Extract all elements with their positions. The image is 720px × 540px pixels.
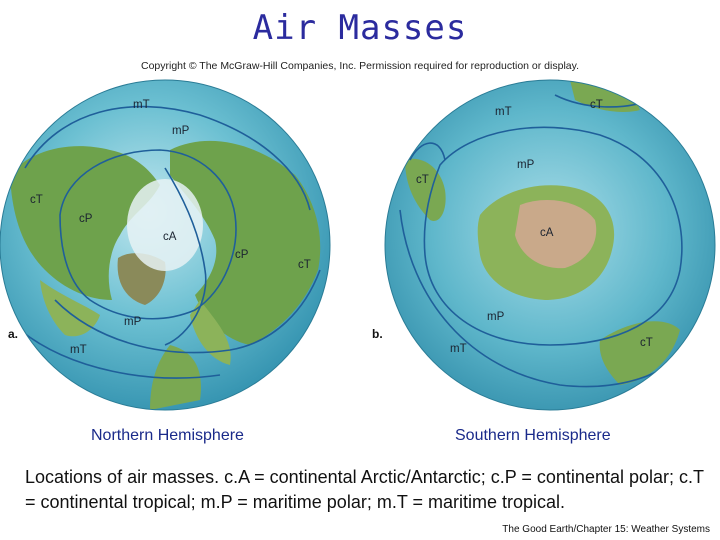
southern-hemisphere-globe — [385, 77, 715, 410]
footer-citation: The Good Earth/Chapter 15: Weather Systems — [502, 524, 710, 535]
label-mT: mT — [133, 99, 150, 111]
label-cT: cT — [640, 337, 653, 349]
label-cA: cA — [163, 231, 177, 243]
label-mT: mT — [495, 106, 512, 118]
label-mT: mT — [450, 343, 467, 355]
page-title: Air Masses — [252, 8, 468, 48]
label-cT: cT — [30, 194, 43, 206]
label-mT: mT — [70, 344, 87, 356]
label-cT: cT — [590, 99, 603, 111]
label-cP: cP — [235, 249, 249, 261]
label-mP: mP — [124, 316, 142, 328]
label-cP: cP — [79, 213, 93, 225]
northern-hemisphere-caption: Northern Hemisphere — [91, 427, 244, 444]
label-cT: cT — [298, 259, 311, 271]
label-mP: mP — [487, 311, 505, 323]
label-mP: mP — [517, 159, 535, 171]
panel-b-letter: b. — [372, 327, 383, 341]
figure-description: Locations of air masses. c.A = continental Arctic/Antarctic; c.P = continental polar; c.T = continental tropical; m.P = maritime polar; m.T = maritime tropical. — [25, 467, 704, 512]
label-cT: cT — [416, 174, 429, 186]
label-mP: mP — [172, 125, 190, 137]
label-cA: cA — [540, 227, 554, 239]
northern-hemisphere-globe — [0, 80, 330, 410]
panel-a-letter: a. — [8, 327, 19, 341]
copyright-notice: Copyright © The McGraw-Hill Companies, Inc. Permission required for reproduction or display. — [140, 60, 580, 72]
southern-hemisphere-caption: Southern Hemisphere — [455, 427, 611, 444]
